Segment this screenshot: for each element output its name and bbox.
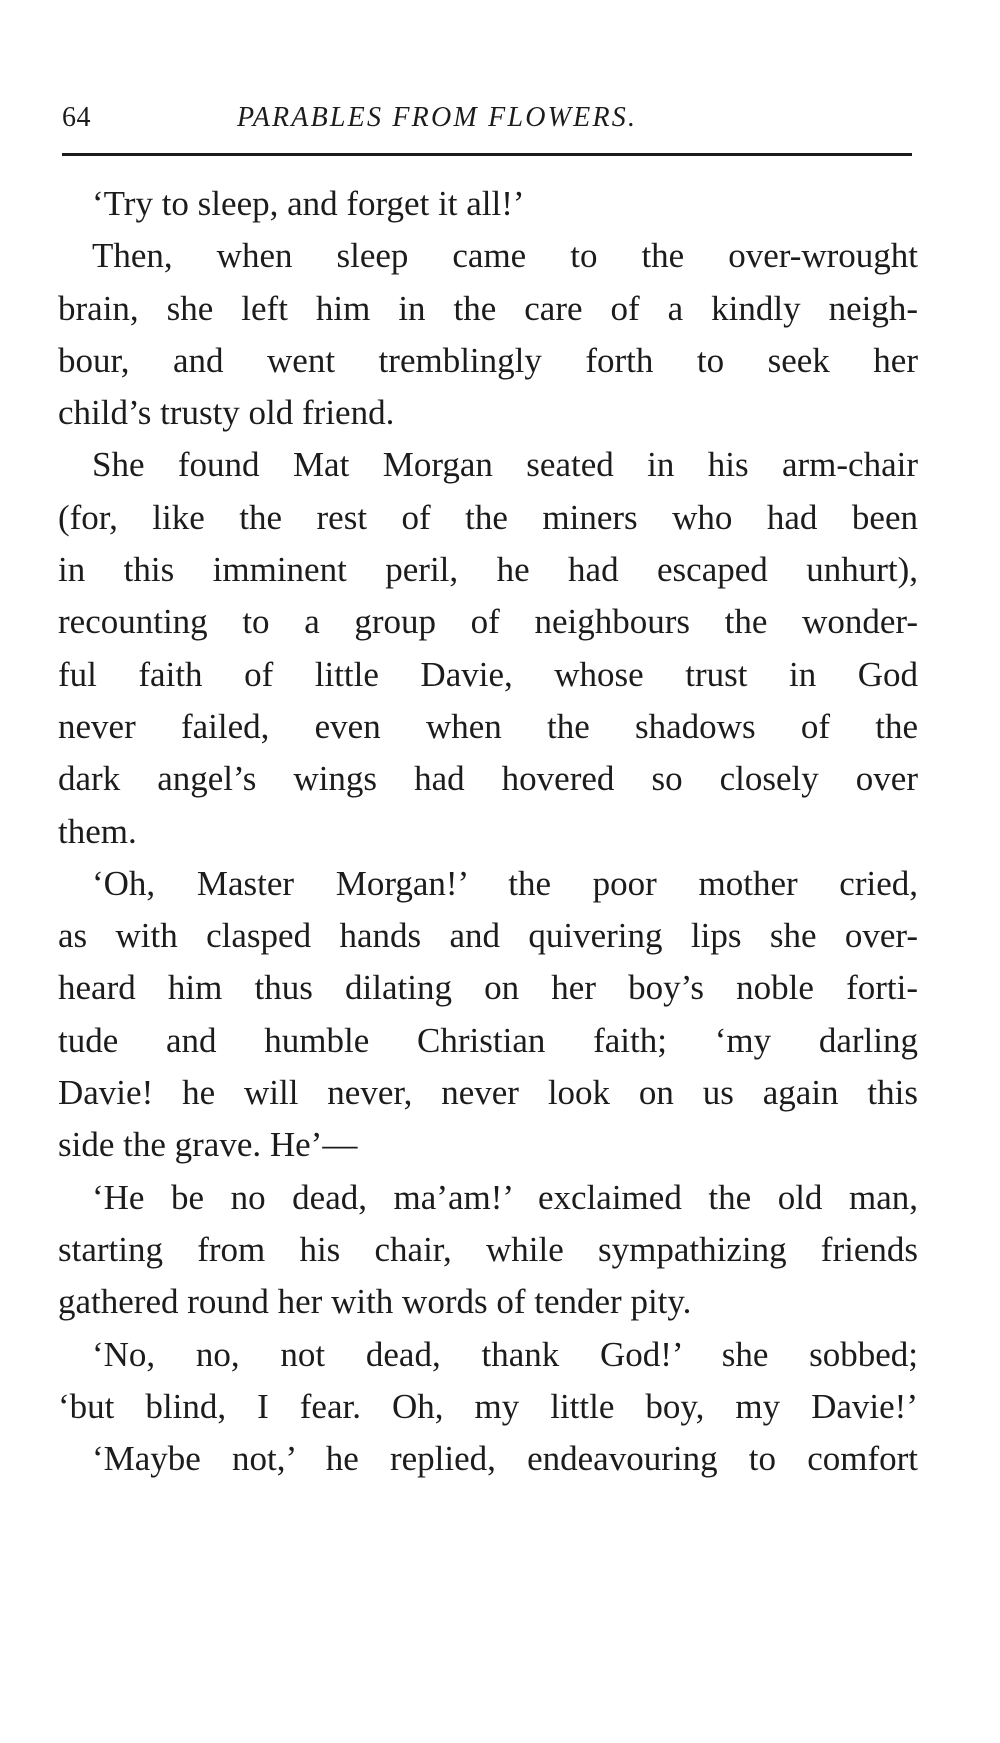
text-line: ‘He be no dead, ma’am!’ exclaimed the old man, bbox=[92, 1177, 918, 1217]
header-rule bbox=[62, 153, 912, 156]
text-line: ‘Try to sleep, and forget it all!’ bbox=[92, 184, 525, 223]
paragraph-2 bbox=[58, 230, 918, 439]
paragraph-3 bbox=[58, 439, 918, 857]
text-line: heard him thus dilating on her boy’s noble forti- bbox=[58, 968, 918, 1008]
text-line: brain, she left him in the care of a kindly neigh- bbox=[58, 288, 918, 328]
text-line: She found Mat Morgan seated in his arm-chair bbox=[92, 445, 918, 485]
text-line: bour, and went tremblingly forth to seek her bbox=[58, 340, 918, 380]
page-header bbox=[62, 98, 912, 138]
text-line: starting from his chair, while sympathizing friends bbox=[58, 1229, 918, 1269]
text-line: recounting to a group of neighbours the wonder- bbox=[58, 602, 918, 642]
text-line: them. bbox=[58, 811, 137, 851]
paragraph-6 bbox=[58, 1329, 918, 1434]
text-line: as with clasped hands and quivering lips she over- bbox=[58, 916, 918, 956]
page-number: 64 bbox=[62, 102, 91, 133]
text-line: ‘No, no, not dead, thank God!’ she sobbed; bbox=[92, 1334, 918, 1374]
paragraph-7 bbox=[58, 1433, 918, 1485]
paragraph-4 bbox=[58, 858, 918, 1172]
text-line: Then, when sleep came to the over-wrought bbox=[92, 236, 918, 276]
text-line: child’s trusty old friend. bbox=[58, 393, 395, 433]
text-line: in this imminent peril, he had escaped unhurt), bbox=[58, 550, 918, 590]
paragraph-1 bbox=[58, 178, 918, 230]
text-line: side the grave. He’— bbox=[58, 1125, 358, 1165]
text-line: ‘but blind, I fear. Oh, my little boy, my Davie!’ bbox=[58, 1386, 918, 1426]
text-line: dark angel’s wings had hovered so closely over bbox=[58, 759, 918, 799]
text-line: gathered round her with words of tender pity. bbox=[58, 1282, 692, 1322]
running-title: PARABLES FROM FLOWERS. bbox=[237, 102, 638, 133]
text-line: tude and humble Christian faith; ‘my darling bbox=[58, 1020, 918, 1060]
text-line: never failed, even when the shadows of the bbox=[58, 706, 918, 746]
body-text bbox=[58, 178, 918, 1485]
text-line: ful faith of little Davie, whose trust in God bbox=[58, 654, 918, 694]
text-line: (for, like the rest of the miners who had been bbox=[58, 497, 918, 537]
paragraph-5 bbox=[58, 1172, 918, 1329]
text-line: ‘Maybe not,’ he replied, endeavouring to comfort bbox=[92, 1439, 918, 1479]
text-line: ‘Oh, Master Morgan!’ the poor mother cried, bbox=[92, 863, 918, 903]
text-line: Davie! he will never, never look on us again this bbox=[58, 1073, 918, 1113]
